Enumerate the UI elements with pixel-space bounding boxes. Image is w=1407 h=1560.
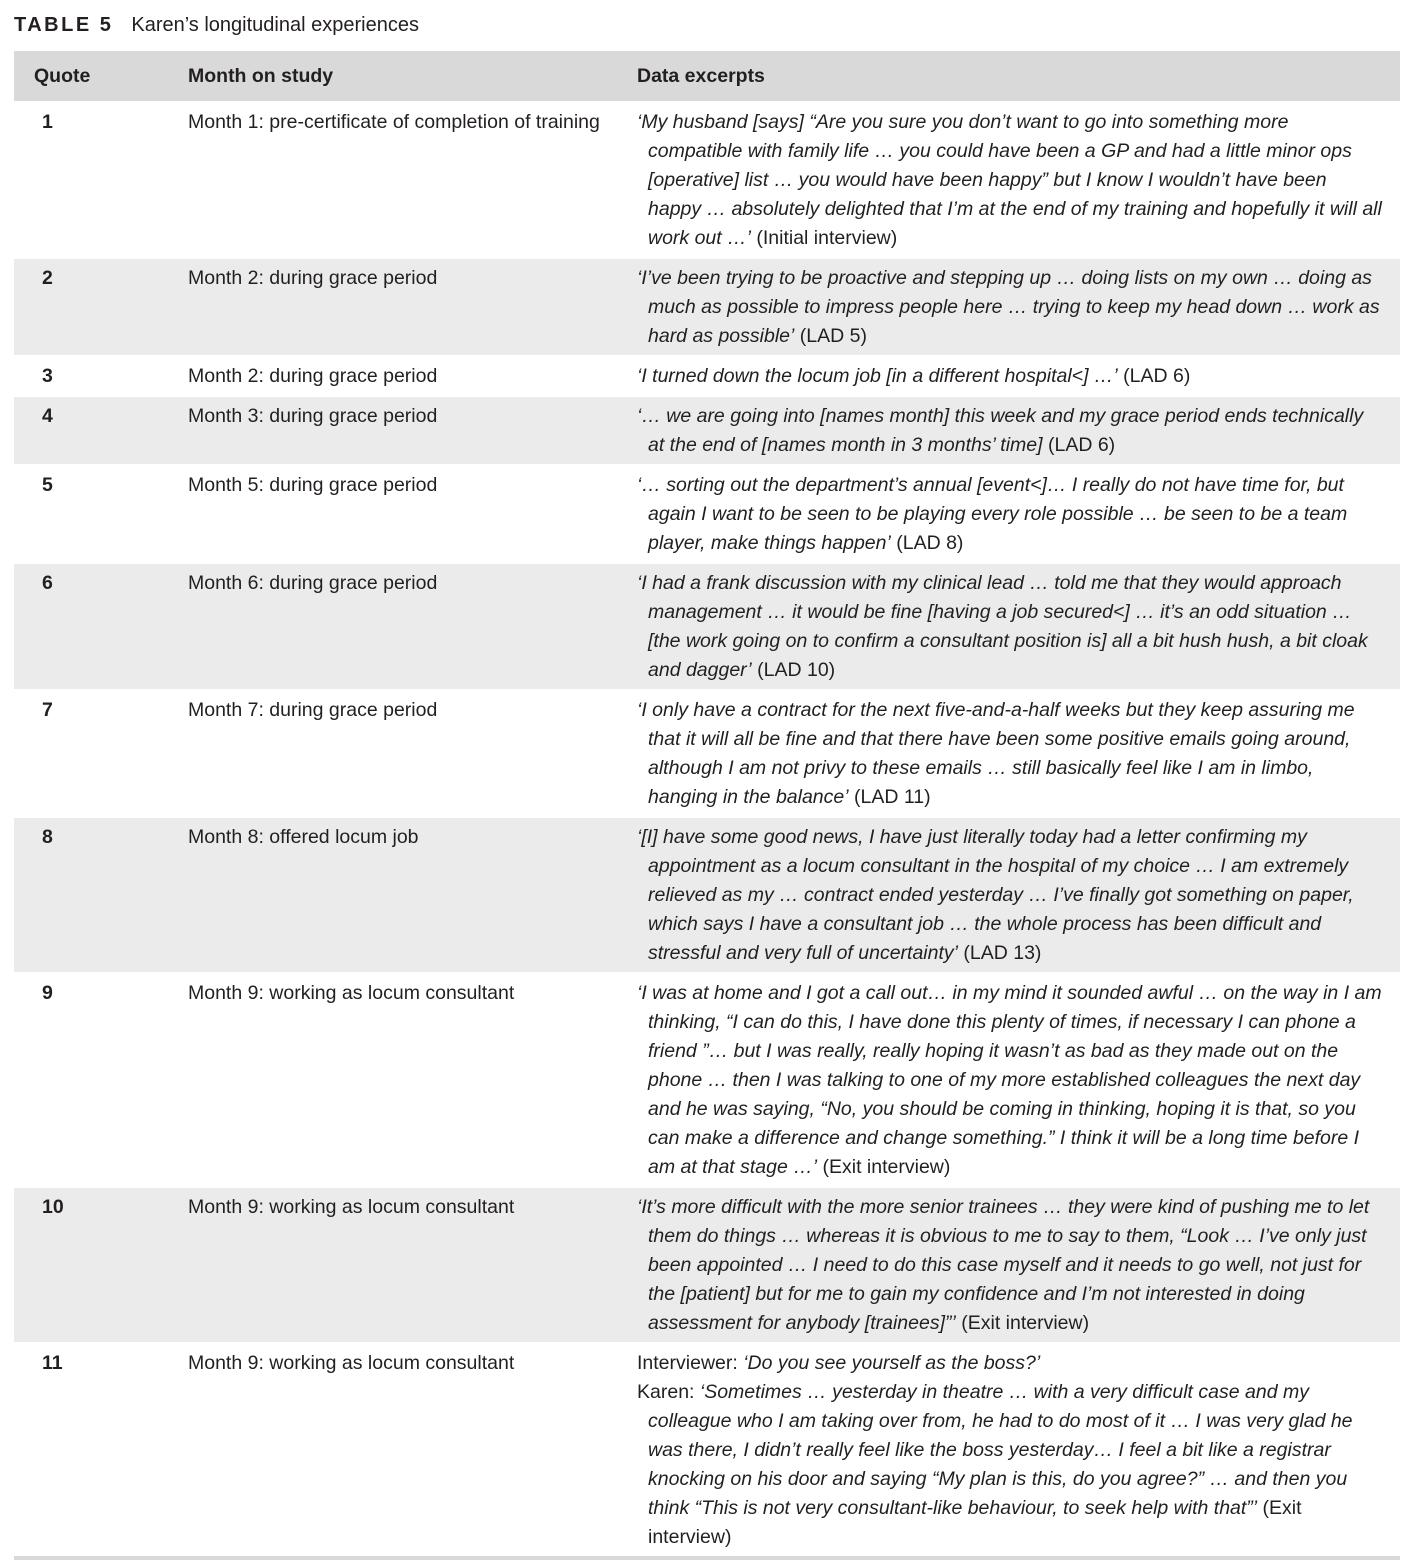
excerpt-source: (LAD 13) — [957, 942, 1042, 964]
excerpt-text: ‘I only have a contract for the next five-and-a-half weeks but they keep assuring me that it will all be fine and that there have been some positive emails going around, although I am not privy to these emails … still basically feel like I am in limbo, hanging in the balance’ — [637, 699, 1355, 808]
excerpt-cell — [637, 264, 1384, 351]
quote-number: 7 — [42, 699, 53, 721]
month-cell: Month 7: during grace period — [188, 699, 438, 721]
month-cell: Month 6: during grace period — [188, 572, 438, 594]
excerpt-cell — [637, 979, 1384, 1182]
quote-number: 11 — [42, 1352, 63, 1374]
table-row — [14, 258, 1400, 356]
excerpt-source: (LAD 6) — [1117, 365, 1191, 387]
excerpt-source: (LAD 10) — [751, 659, 836, 681]
excerpt-text: ‘[I] have some good news, I have just literally today had a letter confirming my appointment as a locum consultant in the hospital of my choice … I am extremely relieved as my … contract ended yesterday … I’ve finally got something on paper, which says I have a consultant job … the whole process has been difficult and stressful and very full of uncertainty’ — [637, 826, 1354, 964]
karen-label: Karen: — [637, 1381, 700, 1403]
quote-number: 2 — [14, 258, 188, 356]
table-row — [14, 465, 1400, 563]
excerpt-text: ‘It’s more difficult with the more senior trainees … they were kind of pushing me to let them do things … whereas it is obvious to me to say to them, “Look … I’ve only just been appointed … I need to do this case myself and it needs to go well, not just for the [patient] but for me to gain my confidence and I’m not interested in doing assessment for anybody [trainees]”’ — [637, 1196, 1370, 1334]
interviewer-line — [637, 1349, 1384, 1378]
month-cell: Month 5: during grace period — [188, 474, 438, 496]
month-cell: Month 3: during grace period — [188, 405, 438, 427]
excerpt-text: ‘My husband [says] “Are you sure you don’t want to go into something more compatible with family life … you could have been a GP and had a little minor ops [operative] list … you would have been happy” but I know I wouldn’t have been happy … absolutely delighted that I’m at the end of my training and hopefully it will all work out …’ — [637, 111, 1382, 249]
quote-number: 5 — [42, 474, 53, 496]
header-quote: Quote — [14, 51, 188, 102]
excerpt-text: ‘I turned down the locum job [in a different hospital<] …’ — [637, 365, 1118, 387]
month-cell: Month 9: working as locum consultant — [188, 1196, 515, 1218]
excerpt-text: ‘… we are going into [names month] this week and my grace period ends technically at the end of [names month in 3 months’ time] — [637, 405, 1364, 456]
table-row — [14, 356, 1400, 396]
excerpt-source: (Initial interview) — [750, 227, 898, 249]
month-cell: Month 9: working as locum consultant — [188, 1352, 515, 1374]
table-title: Karen’s longitudinal experiences — [131, 14, 419, 36]
excerpt-source: (Exit interview) — [648, 1497, 1302, 1548]
quote-number: 1 — [42, 111, 53, 133]
excerpt-cell — [637, 108, 1384, 253]
table-row — [14, 102, 1400, 258]
interviewer-label: Interviewer: — [637, 1352, 744, 1374]
table-row — [14, 1187, 1400, 1343]
quote-number: 3 — [42, 365, 53, 387]
quote-number: 9 — [42, 982, 53, 1004]
table-row — [14, 1343, 1400, 1558]
excerpt-cell — [637, 569, 1384, 685]
excerpt-text: ‘I had a frank discussion with my clinical lead … told me that they would approach management … it would be fine [having a job secured<] … it’s an odd situation … [the work going on to confirm a consultant position is] all a bit hush hush, a bit cloak and dagger’ — [637, 572, 1368, 681]
table-label: TABLE 5 — [14, 14, 114, 36]
excerpt-source: (LAD 8) — [890, 532, 964, 554]
excerpt-source: (LAD 11) — [848, 786, 931, 808]
month-cell: Month 1: pre-certificate of completion of training — [188, 111, 600, 133]
quote-number: 6 — [14, 563, 188, 690]
excerpt-cell — [637, 362, 1384, 391]
table-row — [14, 690, 1400, 817]
quote-number: 8 — [14, 817, 188, 973]
excerpt-cell — [637, 1193, 1384, 1338]
month-cell: Month 9: working as locum consultant — [188, 982, 515, 1004]
table-row — [14, 973, 1400, 1187]
month-cell: Month 2: during grace period — [188, 267, 438, 289]
quote-number: 10 — [14, 1187, 188, 1343]
excerpt-text: ‘I’ve been trying to be proactive and stepping up … doing lists on my own … doing as much as possible to impress people here … trying to keep my head down … work as hard as possible’ — [637, 267, 1380, 347]
excerpt-cell — [637, 471, 1384, 558]
excerpt-cell — [637, 696, 1384, 812]
header-month: Month on study — [188, 51, 637, 102]
excerpt-cell — [637, 402, 1384, 460]
table-row — [14, 563, 1400, 690]
quote-number: 4 — [14, 396, 188, 465]
excerpt-source: (LAD 5) — [794, 325, 867, 347]
header-row — [14, 51, 1400, 102]
excerpt-source: (LAD 6) — [1042, 434, 1116, 456]
interviewer-question: ‘Do you see yourself as the boss?’ — [743, 1352, 1041, 1374]
month-cell: Month 8: offered locum job — [188, 826, 419, 848]
month-cell: Month 2: during grace period — [188, 365, 438, 387]
excerpt-text: ‘I was at home and I got a call out… in my mind it sounded awful … on the way in I am thinking, “I can do this, I have done this plenty of times, if necessary I can phone a friend ”… but I was really, really hoping it wasn’t as bad as they made out on the phone … then I was talking to one of my more established colleagues the next day and he was saying, “No, you should be coming in thinking, hoping it is that, so you can make a difference and change something.” I think it will be a long time before I am at that stage …’ — [637, 982, 1382, 1178]
header-excerpts: Data excerpts — [637, 51, 1400, 102]
excerpt-text: ‘… sorting out the department’s annual [event<]… I really do not have time for, but again I want to be seen to be playing every role possible … be seen to be a team player, make things happen’ — [637, 474, 1348, 554]
karen-answer: ‘Sometimes … yesterday in theatre … with a very difficult case and my colleague who I am taking over from, he had to do most of it … I was very glad he was there, I didn’t really feel like the boss yesterday… I feel a bit like a registrar knocking on his door and saying “My plan is this, do you agree?” … and then you think “This is not very consultant-like behaviour, to seek help with that”’ — [648, 1381, 1353, 1519]
excerpt-source: (Exit interview) — [817, 1156, 951, 1178]
excerpt-source: (Exit interview) — [955, 1312, 1090, 1334]
table-caption — [14, 10, 419, 40]
table-row — [14, 396, 1400, 465]
table-row — [14, 817, 1400, 973]
karen-line — [637, 1378, 1384, 1552]
data-table — [14, 51, 1400, 1560]
excerpt-cell — [637, 823, 1384, 968]
